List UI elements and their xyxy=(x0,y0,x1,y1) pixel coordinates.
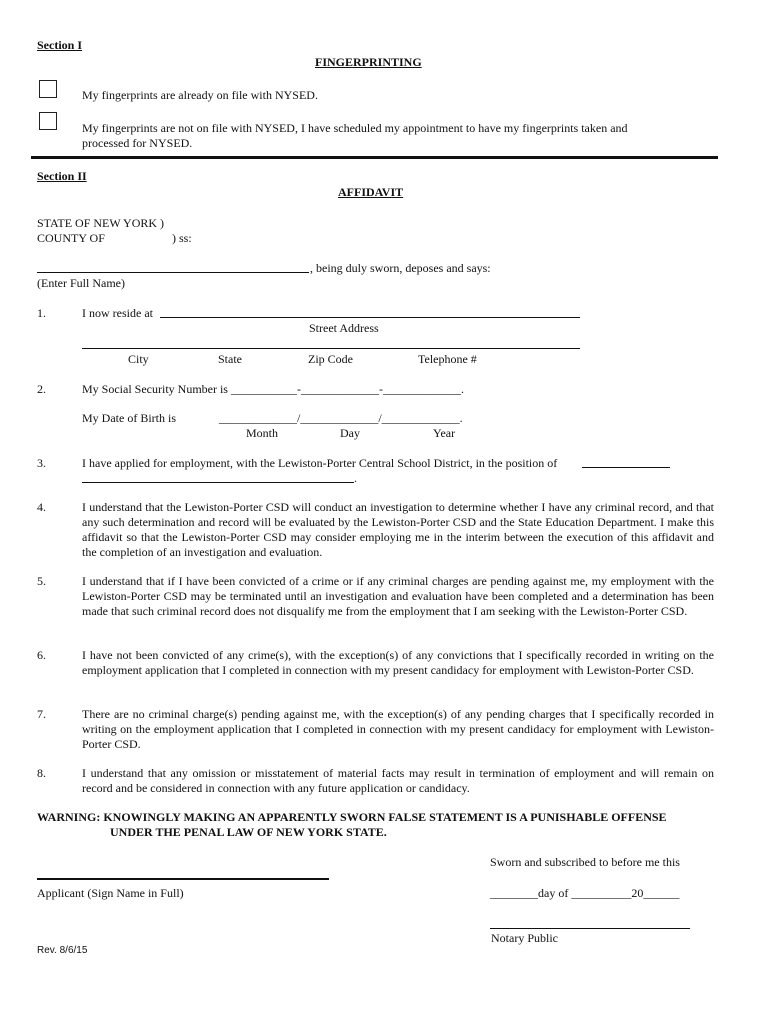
item-4-text: I understand that the Lewiston-Porter CSD will conduct an investigation to determine whether I have any criminal record, and that any such determination and record will be evaluated by the Lewiston-Porter CSD and the State Education Department. I make this affidavit so that the Lewiston-Porter CSD may consider employing me in the interim between the execution of this affidavit and the completion of an investigation and evaluation. xyxy=(82,500,714,559)
dob-label: My Date of Birth is xyxy=(82,411,176,425)
fingerprints-on-file-label: My fingerprints are already on file with NYSED. xyxy=(82,88,318,102)
reside-at-label: I now reside at xyxy=(82,306,153,320)
day-of-line[interactable]: ________day of __________20______ xyxy=(490,886,680,900)
warning-line-2: UNDER THE PENAL LAW OF NEW YORK STATE. xyxy=(110,825,387,839)
item-6-text: I have not been convicted of any crime(s), with the exception(s) of any convictions that I specifically recorded in writing on the employment application that I completed in connection with my present candidacy for employment with Lewiston-Porter CSD. xyxy=(82,648,714,677)
item-4-number: 4. xyxy=(37,500,46,514)
item-8-number: 8. xyxy=(37,766,46,780)
item-5-text: I understand that if I have been convicted of a crime or if any criminal charges are pending against me, my employment with the Lewiston-Porter CSD may be terminated until an investigation and evaluation have been completed and a determination has been made that such criminal record does not disqualify me from the employment that I am seeking with the Lewiston-Porter CSD. xyxy=(82,574,714,618)
item-7-text: There are no criminal charge(s) pending against me, with the exception(s) of any pending charges that I specifically recorded in writing on the employment application that I completed in connection with my present candidacy for employment with Lewiston-Porter CSD. xyxy=(82,707,714,751)
dob-line[interactable]: _____________/_____________/_____________. xyxy=(219,411,463,425)
telephone-label: Telephone # xyxy=(418,352,477,366)
section-1-label: Section I xyxy=(37,38,82,52)
revision-date: Rev. 8/6/15 xyxy=(37,945,88,956)
fingerprints-not-on-file-label: My fingerprints are not on file with NYSED, I have scheduled my appointment to have my fingerprints taken and xyxy=(82,121,628,135)
state-label: State xyxy=(218,352,242,366)
month-label: Month xyxy=(246,426,279,440)
section-1-title: FINGERPRINTING xyxy=(315,55,422,69)
fingerprints-not-on-file-label-cont: processed for NYSED. xyxy=(82,136,193,150)
ss-label: ) ss: xyxy=(172,231,192,245)
item-6-number: 6. xyxy=(37,648,46,662)
ssn-line[interactable]: My Social Security Number is ___________-_____________-_____________. xyxy=(82,382,464,396)
duly-sworn-text: , being duly sworn, deposes and says: xyxy=(310,261,491,275)
item-3-text: I have applied for employment, with the Lewiston-Porter Central School District, in the position of xyxy=(82,456,558,470)
full-name-line[interactable] xyxy=(37,272,309,273)
state-of-new-york: STATE OF NEW YORK ) xyxy=(37,216,165,230)
year-label: Year xyxy=(433,426,456,440)
position-line-2[interactable] xyxy=(82,482,354,483)
position-period: . xyxy=(354,471,357,485)
affidavit-title: AFFIDAVIT xyxy=(338,185,404,199)
enter-full-name-label: (Enter Full Name) xyxy=(37,276,125,290)
fingerprints-not-on-file-checkbox[interactable] xyxy=(39,112,57,130)
item-1-number: 1. xyxy=(37,306,46,320)
position-line[interactable] xyxy=(582,467,670,468)
county-of-label: COUNTY OF xyxy=(37,231,105,245)
sworn-subscribed-text: Sworn and subscribed to before me this xyxy=(490,855,680,869)
item-7-number: 7. xyxy=(37,707,46,721)
day-label: Day xyxy=(340,426,360,440)
item-3-number: 3. xyxy=(37,456,46,470)
warning-line-1: WARNING: KNOWINGLY MAKING AN APPARENTLY SWORN FALSE STATEMENT IS A PUNISHABLE OFFENSE xyxy=(37,810,667,824)
section-divider xyxy=(31,156,718,159)
item-2-number: 2. xyxy=(37,382,46,396)
city-label: City xyxy=(128,352,149,366)
section-2-label: Section II xyxy=(37,169,87,183)
applicant-signature-line[interactable] xyxy=(37,878,329,880)
fingerprints-on-file-checkbox[interactable] xyxy=(39,80,57,98)
notary-signature-line[interactable] xyxy=(490,928,690,929)
zip-code-label: Zip Code xyxy=(308,352,353,366)
item-8-text: I understand that any omission or misstatement of material facts may result in termination of employment and will remain on record and be considered in connection with any future application or candidacy. xyxy=(82,766,714,795)
item-5-number: 5. xyxy=(37,574,46,588)
city-state-zip-line[interactable] xyxy=(82,348,580,349)
street-address-line[interactable] xyxy=(160,317,580,318)
notary-public-label: Notary Public xyxy=(491,931,558,945)
street-address-label: Street Address xyxy=(309,321,379,335)
applicant-label: Applicant (Sign Name in Full) xyxy=(37,886,184,900)
